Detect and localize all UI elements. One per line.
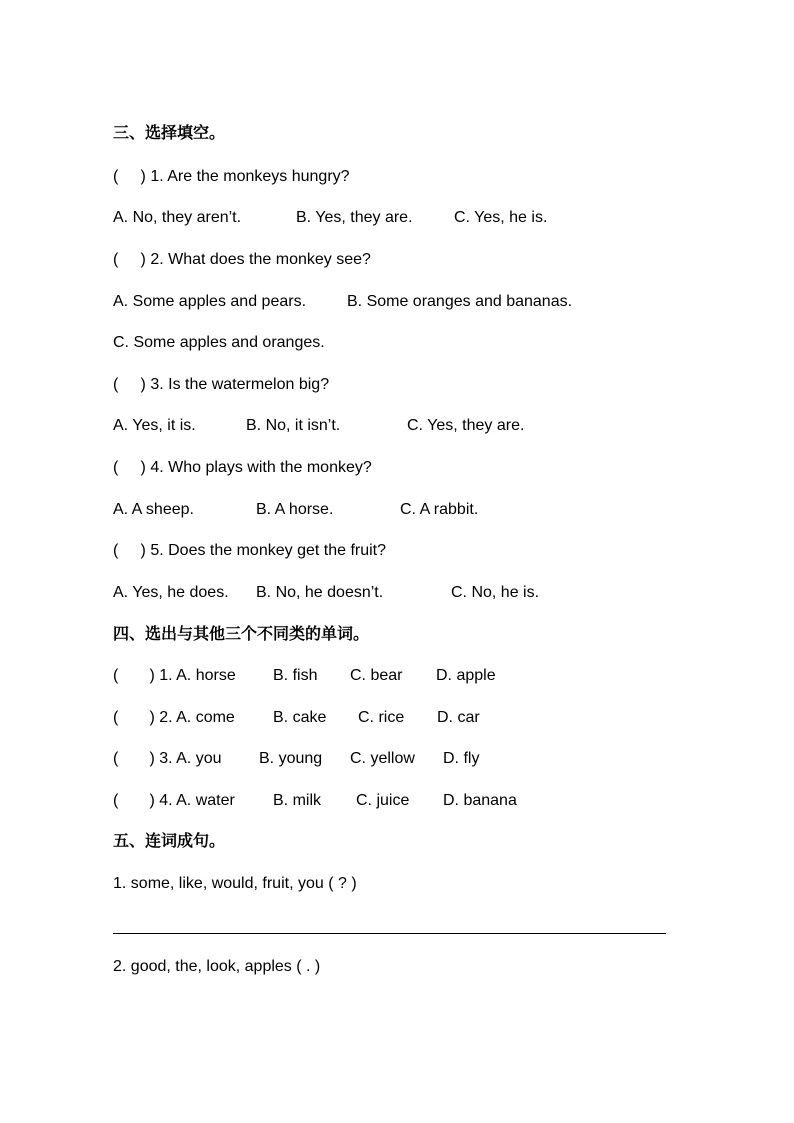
word-b: B. fish — [273, 667, 318, 684]
word-c: C. rice — [358, 709, 405, 726]
word-c: C. yellow — [350, 750, 415, 767]
word-group-lead: ( ) 1. A. horse — [113, 667, 236, 684]
word-group-lead: ( ) 3. A. you — [113, 750, 222, 767]
word-b: B. young — [259, 750, 323, 767]
question-1-options — [113, 208, 713, 228]
word-group-lead: ( ) 2. A. come — [113, 709, 235, 726]
word-b: B. milk — [273, 792, 321, 809]
sentence-item-2: 2. good, the, look, apples ( . ) — [113, 958, 321, 975]
question-4-options — [113, 500, 713, 520]
option-a: A. Yes, it is. — [113, 417, 196, 434]
option-a: A. Some apples and pears. — [113, 293, 307, 310]
question-2-stem: ( ) 2. What does the monkey see? — [113, 251, 371, 268]
option-b: B. A horse. — [256, 501, 334, 518]
sentence-item-1: 1. some, like, would, fruit, you ( ? ) — [113, 875, 357, 892]
question-1-stem: ( ) 1. Are the monkeys hungry? — [113, 168, 350, 185]
question-5-options — [113, 583, 713, 603]
word-group-2 — [113, 708, 713, 728]
question-2-option-c: C. Some apples and oranges. — [113, 334, 325, 351]
word-b: B. cake — [273, 709, 327, 726]
option-b: B. No, it isn’t. — [246, 417, 341, 434]
option-c: C. A rabbit. — [400, 501, 479, 518]
word-d: D. fly — [443, 750, 480, 767]
option-c: C. Yes, he is. — [454, 209, 548, 226]
word-d: D. apple — [436, 667, 496, 684]
option-a: A. A sheep. — [113, 501, 194, 518]
word-c: C. juice — [356, 792, 410, 809]
section-4-heading: 四、选出与其他三个不同类的单词。 — [113, 626, 370, 643]
question-3-stem: ( ) 3. Is the watermelon big? — [113, 376, 330, 393]
section-3-heading: 三、选择填空。 — [113, 125, 226, 142]
option-b: B. Some oranges and bananas. — [347, 293, 573, 310]
section-5-heading: 五、连词成句。 — [113, 833, 226, 850]
word-group-1 — [113, 666, 713, 686]
option-b: B. No, he doesn’t. — [256, 584, 384, 601]
option-b: B. Yes, they are. — [296, 209, 413, 226]
word-group-lead: ( ) 4. A. water — [113, 792, 235, 809]
question-2-options — [113, 292, 713, 312]
option-a: A. No, they aren’t. — [113, 209, 242, 226]
option-c: C. Yes, they are. — [407, 417, 525, 434]
answer-line — [113, 933, 666, 934]
word-group-4 — [113, 791, 713, 811]
word-c: C. bear — [350, 667, 403, 684]
question-4-stem: ( ) 4. Who plays with the monkey? — [113, 459, 372, 476]
question-3-options — [113, 416, 713, 436]
word-d: D. car — [437, 709, 480, 726]
word-d: D. banana — [443, 792, 517, 809]
option-a: A. Yes, he does. — [113, 584, 229, 601]
question-5-stem: ( ) 5. Does the monkey get the fruit? — [113, 542, 387, 559]
option-c: C. No, he is. — [451, 584, 540, 601]
word-group-3 — [113, 749, 713, 769]
